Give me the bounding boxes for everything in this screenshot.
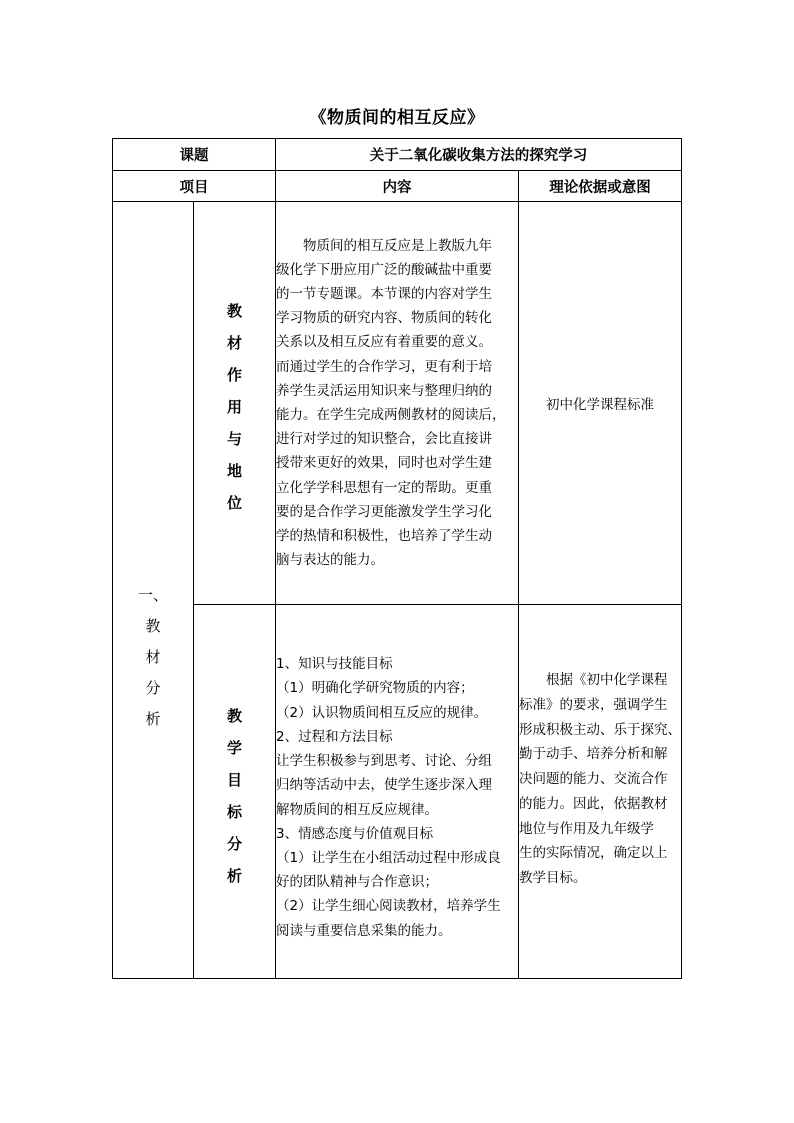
content-line: （2）认识物质间相互反应的规律。: [276, 704, 488, 721]
sub-category-char: 教: [226, 302, 242, 320]
sub-category-char: 作: [226, 366, 242, 384]
sub-category-char: 位: [226, 494, 242, 512]
basis-line: 标准》的要求，强调学生: [519, 696, 668, 713]
topic-row: [113, 139, 682, 171]
basis-line: 形成积极主动、乐于探究、: [519, 721, 681, 738]
content-line: 2、过程和方法目标: [276, 728, 393, 745]
sub-category-role: [194, 202, 276, 605]
basis-line: 根据《初中化学课程: [546, 671, 668, 688]
basis-line: 地位与作用及九年级学: [519, 820, 654, 837]
sub-category-goals: [194, 605, 276, 979]
project-header: 项目: [113, 171, 276, 202]
lesson-plan-table: [112, 138, 682, 979]
basis-line: 勤于动手、培养分析和解: [519, 746, 668, 763]
topic-value: 关于二氧化碳收集方法的探究学习: [276, 139, 682, 171]
content-line: 进行对学过的知识整合，会比直接讲: [276, 431, 492, 448]
content-line: 授带来更好的效果，同时也对学生建: [276, 455, 492, 472]
main-category-char: 析: [145, 710, 161, 728]
sub-category-char: 用: [226, 398, 242, 416]
content-line: 关系以及相互反应有着重要的意义。: [276, 334, 492, 351]
content-line: 级化学下册应用广泛的酸碱盐中重要: [276, 261, 492, 278]
content-line: 物质间的相互反应是上教版九年: [303, 237, 492, 254]
role-basis-cell: 初中化学课程标准: [519, 202, 682, 605]
sub-category-char: 材: [226, 334, 242, 352]
basis-line: 生的实际情况，确定以上: [519, 845, 668, 862]
main-category-char: 教: [145, 617, 161, 635]
content-line: 阅读与重要信息采集的能力。: [276, 922, 452, 939]
sub-category-char: 标: [226, 802, 242, 821]
content-line: （1）明确化学研究物质的内容；: [276, 680, 474, 697]
content-line: 让学生积极参与到思考、讨论、分组: [276, 753, 492, 770]
sub-category-char: 与: [226, 430, 242, 448]
content-line: 归纳等活动中去，使学生逐步深入理: [276, 777, 492, 794]
main-category-cell: [113, 202, 194, 979]
content-line: 脑与表达的能力。: [276, 552, 384, 569]
sub-category-char: 学: [226, 738, 242, 757]
content-line: 要的是合作学习更能激发学生学习化: [276, 503, 492, 520]
main-category-char: 分: [145, 679, 161, 697]
content-line: 而通过学生的合作学习，更有利于培: [276, 358, 492, 375]
document-title: 《物质间的相互反应》: [309, 108, 485, 128]
role-content-cell: [276, 202, 519, 605]
goals-content-cell: [276, 605, 519, 979]
sub-category-char: 教: [226, 706, 242, 725]
main-category-char: 一、: [137, 586, 168, 604]
textbook-role-row: [113, 202, 682, 605]
content-line: 学的热情和积极性，也培养了学生动: [276, 528, 492, 545]
content-line: （2）让学生细心阅读教材，培养学生: [276, 898, 501, 915]
content-line: 好的团队精神与合作意识；: [276, 874, 438, 891]
goals-basis-cell: [519, 605, 682, 979]
topic-label: 课题: [113, 139, 276, 171]
sub-category-char: 析: [226, 866, 242, 885]
content-line: 学习物质的研究内容、物质间的转化: [276, 310, 492, 327]
sub-category-char: 分: [226, 834, 242, 853]
content-header: 内容: [276, 171, 519, 202]
content-line: 立化学学科思想有一定的帮助。更重: [276, 479, 492, 496]
teaching-goals-row: [113, 605, 682, 979]
basis-line: 教学目标。: [519, 870, 587, 887]
content-line: 养学生灵活运用知识来与整理归纳的: [276, 382, 492, 399]
sub-category-char: 地: [226, 462, 242, 480]
content-line: 解物质间的相互反应规律。: [276, 801, 438, 818]
basis-line: 决问题的能力、交流合作: [519, 771, 668, 788]
content-line: 能力。在学生完成两侧教材的阅读后，: [276, 407, 506, 423]
sub-category-char: 目: [226, 770, 242, 789]
content-line: 1、知识与技能目标: [276, 656, 393, 673]
basis-line: 的能力。因此，依据教材: [519, 795, 668, 812]
main-category-char: 材: [145, 648, 161, 666]
content-line: 3、情感态度与价值观目标: [276, 825, 434, 842]
content-line: （1）让学生在小组活动过程中形成良: [276, 849, 501, 866]
column-header-row: [113, 171, 682, 202]
basis-header: 理论依据或意图: [519, 171, 682, 202]
content-line: 的一节专题课。本节课的内容对学生: [276, 285, 492, 302]
